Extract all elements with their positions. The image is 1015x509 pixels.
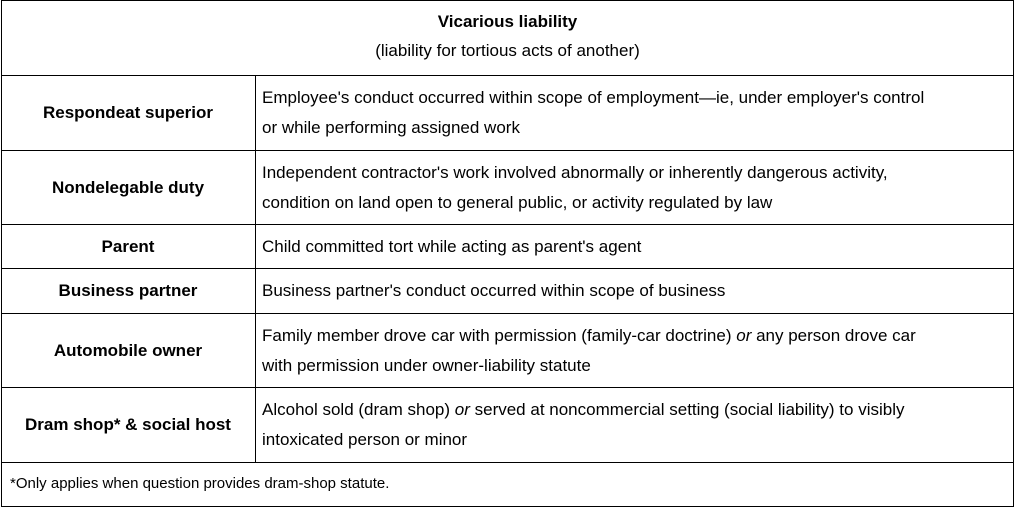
description-line: Family member drove car with permission (family-car doctrine) or any person drove car <box>262 325 916 345</box>
description-line: or while performing assigned work <box>262 118 520 137</box>
description-line: Alcohol sold (dram shop) or served at noncommercial setting (social liability) to visibly <box>262 400 905 419</box>
row-label: Dram shop* & social host <box>1 388 256 462</box>
row-label: Respondeat superior <box>1 76 256 150</box>
row-label: Automobile owner <box>1 314 256 387</box>
description-line: Child committed tort while acting as parent's agent <box>262 236 642 256</box>
row-description <box>262 269 1004 313</box>
description-line: condition on land open to general public, or activity regulated by law <box>262 192 773 212</box>
description-line: intoxicated person or minor <box>262 430 468 449</box>
footnote: *Only applies when question provides dram-shop statute. <box>10 475 390 492</box>
description-line: Employee's conduct occurred within scope of employment—ie, under employer's control <box>262 88 925 107</box>
row-description <box>262 314 1004 387</box>
table-subtitle: (liability for tortious acts of another) <box>375 41 640 60</box>
row-label: Parent <box>1 225 256 268</box>
row-label: Business partner <box>1 269 256 313</box>
table-row <box>1 388 1014 463</box>
description-line: with permission under owner-liability statute <box>262 355 591 375</box>
table-title: Vicarious liability <box>437 12 578 31</box>
table-header <box>1 0 1014 76</box>
table-row <box>1 151 1014 225</box>
row-description <box>262 388 1004 462</box>
row-description <box>262 225 1004 268</box>
description-line: Business partner's conduct occurred within scope of business <box>262 281 726 300</box>
description-line: Independent contractor's work involved abnormally or inherently dangerous activity, <box>262 162 888 182</box>
row-description <box>262 151 1004 224</box>
table-row <box>1 314 1014 388</box>
table-row <box>1 225 1014 269</box>
table-row <box>1 76 1014 151</box>
row-label: Nondelegable duty <box>1 151 256 224</box>
row-description <box>262 76 1004 150</box>
table-row <box>1 269 1014 314</box>
